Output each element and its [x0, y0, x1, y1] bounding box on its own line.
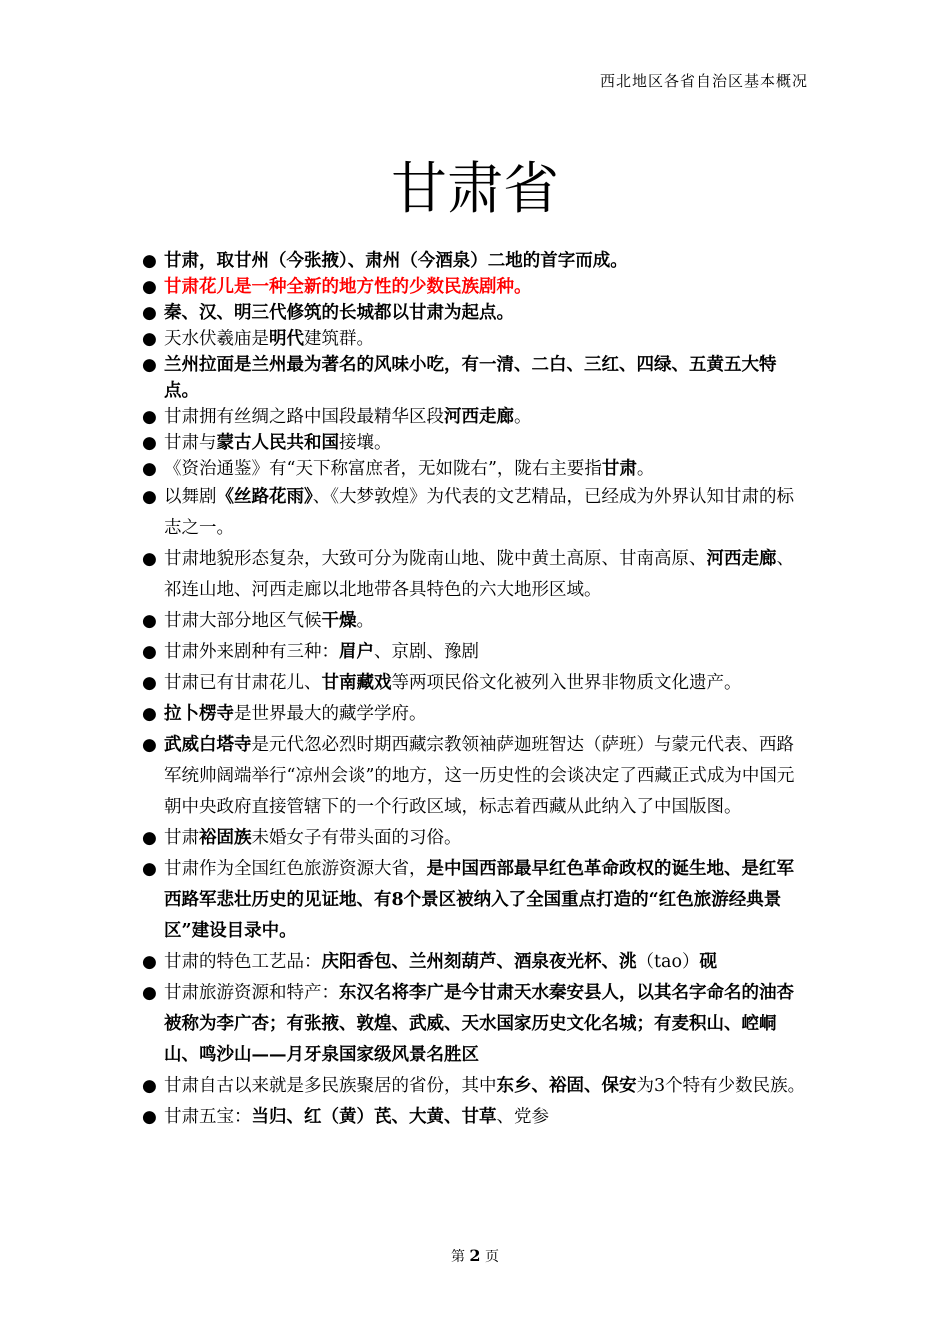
- bullet-text-segment: 当归、红（黄）芪、大黄、甘草: [251, 1107, 497, 1127]
- bullet-text-segment: 为3个特有少数民族。: [636, 1076, 806, 1096]
- bullet-text-segment: 、党参: [496, 1107, 549, 1127]
- bullet-text-segment: 武威白塔寺: [164, 735, 252, 755]
- bullet-text-segment: 甘肃拥有丝绸之路中国段最精华区段: [164, 407, 444, 427]
- page-number-suffix: 页: [485, 1249, 500, 1265]
- bullet-text-segment: 甘肃花儿是一种全新的地方性的少数民族剧种。: [164, 277, 532, 297]
- bullet-text-segment: 、祁连山地、河西走廊以北地带各具特色的六大地形区域。: [164, 549, 794, 600]
- bullet-text-segment: 庆阳香包、兰州刻葫芦、酒泉夜光杯、洮: [321, 952, 637, 972]
- bullet-item: [142, 978, 810, 1071]
- bullet-text-segment: 裕固族: [199, 828, 252, 848]
- bullet-item: [142, 456, 810, 482]
- bullet-text-segment: 是世界最大的藏学学府。: [234, 704, 427, 724]
- bullet-text-segment: 。: [356, 611, 374, 631]
- bullet-text-segment: 河西走廊: [706, 549, 777, 569]
- bullet-text-segment: 以舞剧: [164, 487, 217, 507]
- bullet-text-segment: 甘肃与: [164, 433, 217, 453]
- bullet-text-segment: 甘肃地貌形态复杂，大致可分为陇南山地、陇中黄土高原、甘南高原、: [164, 549, 707, 569]
- bullet-text-segment: 甘肃: [601, 459, 637, 479]
- bullet-item: [142, 1102, 810, 1133]
- page-number: 2: [469, 1246, 481, 1265]
- bullet-text-segment: 。: [514, 407, 532, 427]
- bullet-text-segment: （tao）: [636, 952, 700, 972]
- bullet-text-segment: 《丝路花雨》: [216, 487, 313, 507]
- bullet-text-segment: 、《大梦敦煌》为代表的文艺精品，已经成为外界认知甘肃的标志之一。: [164, 487, 794, 538]
- bullet-item: [142, 482, 810, 544]
- bullet-text-segment: 甘肃的特色工艺品：: [164, 952, 322, 972]
- bullet-item: [142, 544, 810, 606]
- page-title: 甘肃省: [391, 157, 559, 222]
- bullet-list: [142, 248, 810, 1133]
- bullet-item: [142, 274, 810, 300]
- bullet-text-segment: 等两项民俗文化被列入世界非物质文化遗产。: [391, 673, 742, 693]
- page-number-prefix: 第: [450, 1249, 465, 1265]
- bullet-item: [142, 352, 810, 404]
- bullet-text-segment: 甘肃: [164, 828, 199, 848]
- bullet-item: [142, 248, 810, 274]
- bullet-item: [142, 823, 810, 854]
- bullet-text-segment: 。: [636, 459, 655, 479]
- bullet-item: [142, 699, 810, 730]
- bullet-text-segment: 甘南藏戏: [321, 673, 392, 693]
- bullet-text-segment: 甘肃自古以来就是多民族聚居的省份，其中: [164, 1076, 497, 1096]
- bullet-text-segment: 未婚女子有带头面的习俗。: [251, 828, 462, 848]
- bullet-item: [142, 430, 810, 456]
- bullet-item: [142, 668, 810, 699]
- running-header: 西北地区各省自治区基本概况: [599, 72, 808, 90]
- page-footer: [0, 1246, 950, 1266]
- bullet-text-segment: 甘肃已有甘肃花儿、: [164, 673, 322, 693]
- bullet-text-segment: 砚: [699, 952, 718, 972]
- bullet-text-segment: 兰州拉面是兰州最为著名的风味小吃，有一清、二白、三红、四绿、五黄五大特点。: [164, 355, 777, 401]
- bullet-item: [142, 606, 810, 637]
- bullet-text-segment: 蒙古人民共和国: [216, 433, 339, 453]
- bullet-text-segment: 、京剧、豫剧: [374, 642, 479, 662]
- bullet-item: [142, 300, 810, 326]
- bullet-text-segment: 秦、汉、明三代修筑的长城都以甘肃为起点。: [164, 303, 514, 323]
- bullet-item: [142, 404, 810, 430]
- bullet-item: [142, 1071, 810, 1102]
- bullet-text-segment: 甘肃大部分地区气候: [164, 611, 322, 631]
- bullet-item: [142, 637, 810, 668]
- bullet-text-segment: 是中国西部最早红色革命政权的诞生地、是红军西路军悲壮历史的见证地、有8个景区被纳入了全国重点打造的“红色旅游经典景区”建设目录中。: [164, 859, 794, 941]
- bullet-text-segment: 干燥: [321, 611, 357, 631]
- bullet-item: [142, 947, 810, 978]
- bullet-text-segment: 拉卜楞寺: [164, 704, 234, 724]
- bullet-text-segment: 眉户: [339, 642, 374, 662]
- bullet-text-segment: 接壤。: [339, 433, 392, 453]
- bullet-text-segment: 天水伏羲庙是: [164, 329, 269, 349]
- bullet-text-segment: 东汉名将李广是今甘肃天水秦安县人，以其名字命名的油杏被称为李广杏；有张掖、敦煌、武威、天水国家历史文化名城；有麦积山、崆峒山、鸣沙山——月牙泉国家级风景名胜区: [164, 983, 794, 1065]
- bullet-text-segment: 建筑群。: [304, 329, 374, 349]
- bullet-item: [142, 326, 810, 352]
- bullet-text-segment: 明代: [269, 329, 304, 349]
- bullet-text-segment: 甘肃旅游资源和特产：: [164, 983, 339, 1003]
- bullet-text-segment: 是元代忽必烈时期西藏宗教领袖萨迦班智达（萨班）与蒙元代表、西路军统帅阔端举行“凉州会谈”的地方，这一历史性的会谈决定了西藏正式成为中国元朝中央政府直接管辖下的一个行政区域，标志着西藏从此纳入了中国版图。: [164, 735, 795, 817]
- bullet-text-segment: 《资治通鉴》有“天下称富庶者，无如陇右”，陇右主要指: [164, 459, 602, 479]
- bullet-text-segment: 甘肃作为全国红色旅游资源大省，: [164, 859, 427, 879]
- bullet-item: [142, 730, 810, 823]
- bullet-text-segment: 东乡、裕固、保安: [496, 1076, 637, 1096]
- bullet-text-segment: 甘肃五宝：: [164, 1107, 252, 1127]
- bullet-text-segment: 甘肃，取甘州（今张掖）、肃州（今酒泉）二地的首字而成。: [164, 251, 628, 271]
- bullet-text-segment: 甘肃外来剧种有三种：: [164, 642, 339, 662]
- bullet-item: [142, 854, 810, 947]
- bullet-text-segment: 河西走廊: [444, 407, 514, 427]
